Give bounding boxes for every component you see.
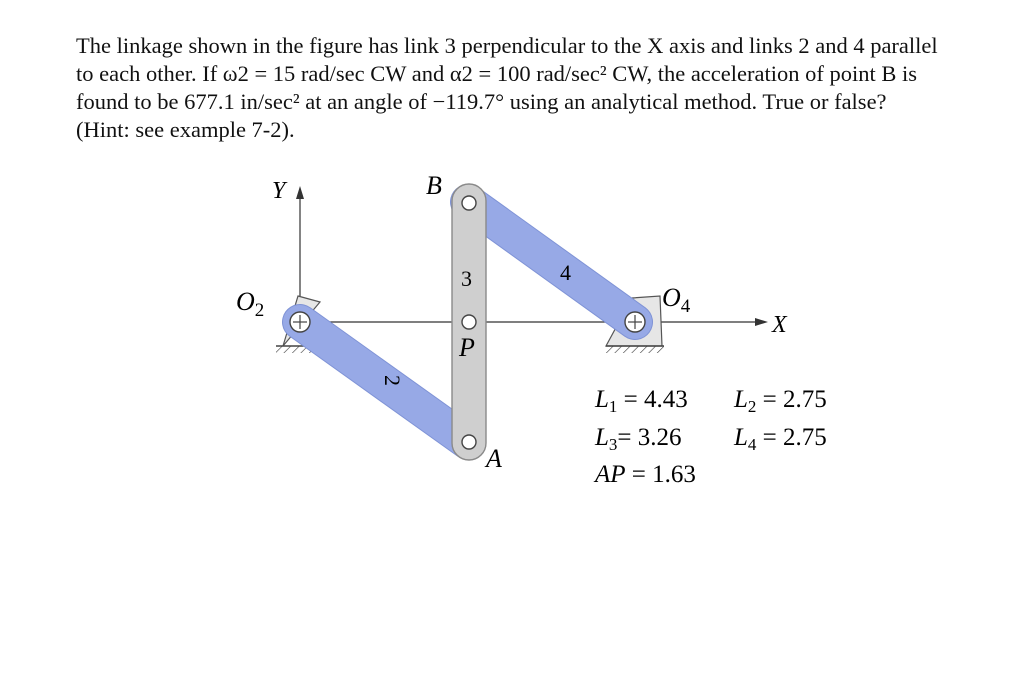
- pin-b: [462, 196, 476, 210]
- point-b-label: B: [426, 171, 442, 200]
- dim-l2: $L_2 = 2.75$: [734, 386, 827, 416]
- x-axis-arrow-icon: [755, 318, 768, 326]
- link-4-fill: [468, 202, 635, 322]
- point-a-label: A: [486, 444, 502, 473]
- o2-label: $O_2$: [236, 287, 265, 321]
- dim-l1: $L_1 = 4.43$: [595, 386, 688, 416]
- point-p-label: P: [459, 333, 475, 362]
- problem-line-2: to each other. If ω2 = 15 rad/sec CW and α2 = 100 rad/sec² CW, the acceleration of point B is: [76, 61, 917, 86]
- problem-line-4: (Hint: see example 7-2).: [76, 117, 295, 142]
- link-2-number: 2: [380, 375, 405, 386]
- pin-o4: [625, 312, 645, 332]
- y-axis-label: Y: [272, 178, 286, 204]
- x-axis-label: X: [772, 312, 787, 338]
- pin-p: [462, 315, 476, 329]
- problem-line-3: found to be 677.1 in/sec² at an angle of −119.7° using an analytical method. True or false?: [76, 89, 887, 114]
- o4-label: $O_4$: [662, 283, 691, 317]
- pin-o2: [290, 312, 310, 332]
- link-4-number: 4: [560, 260, 571, 285]
- dim-ap: AP = 1.63: [595, 461, 696, 488]
- link-3-number: 3: [461, 266, 472, 291]
- pin-a: [462, 435, 476, 449]
- y-axis-arrow-icon: [296, 186, 304, 199]
- dimensions: [593, 386, 827, 488]
- dim-l3: $L_3= 3.26$: [595, 424, 682, 454]
- dim-l4: $L_4 = 2.75$: [734, 424, 827, 454]
- problem-line-1: The linkage shown in the figure has link 3 perpendicular to the X axis and links 2 and 4 parallel: [76, 33, 938, 58]
